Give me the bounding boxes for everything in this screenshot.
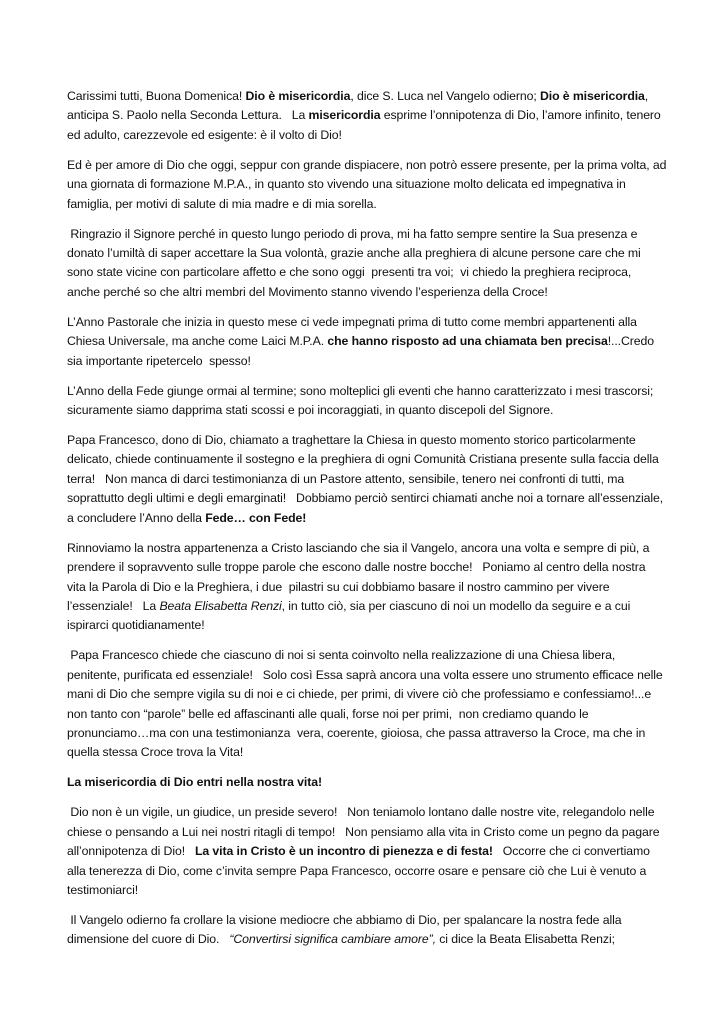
text-segment: L’Anno Pastorale che inizia in questo mese ci vede impegnati prima di tutto come membri appartenenti alla Chiesa Universale, ma anche come Laici M.P.A. [67, 314, 641, 349]
paragraph [67, 646, 667, 762]
text-segment: Papa Francesco chiede che ciascuno di noi si senta coinvolto nella realizzazione di una Chiesa libera, penitente, purificata ed essenziale! Solo così Essa saprà ancora una volta essere uno strumento efficace nelle mani di Dio che sempre vigila su di noi e ci chiede, per primi, di vivere ciò che professiamo e confessiamo!...e non tanto con “parole” belle ed affascinanti alle quali, forse noi per primi, non crediamo quando le pronunciamo…ma con una testimonianza vera, coerente, gioiosa, che passa attraverso la Croce, ma che in quella stessa Croce trova la Vita! [67, 648, 666, 760]
text-segment: , in tutto ciò, sia per ciascuno di noi un modello da seguire e a cui ispirarci quotidianamente! [67, 598, 634, 633]
text-segment: esprime l’onnipotenza di Dio, l’amore infinito, tenero ed adulto, carezzevole ed esigente: è il volto di Dio! [67, 108, 664, 142]
paragraph [67, 773, 667, 792]
text-segment: Papa Francesco, dono di Dio, chiamato a traghettare la Chiesa in questo momento storico particolarmente delicato, chiede continuamente il sostegno e la preghiera di ogni Comunità Cristiana presente sulla faccia della terra! Non manca di darci testimonianza di un Pastore attento, sensibile, tenero nei confronti di tutti, ma soprattutto degli ultimi e degli emarginati! Dobbiamo perciò sentirci chiamati anche noi a tornare all’essenziale, a concludere l’Anno della [67, 433, 667, 525]
text-segment: Dio non è un vigile, un giudice, un preside severo! Non teniamolo lontano dalle nostre vite, relegandolo nelle chiese o pensando a Lui nei nostri ritagli di tempo! Non pensiamo alla vita in Cristo come un pegno da pagare all’onnipotenza di Dio! [67, 805, 663, 859]
document-page [67, 87, 670, 960]
paragraph [67, 225, 667, 303]
text-segment: L’Anno della Fede giunge ormai al termine; sono molteplici gli eventi che hanno caratterizzato i mesi trascorsi; sicuramente siamo dapprima stati scossi e poi incoraggiati, in quanto discepoli del Signore. [67, 383, 657, 418]
text-segment: , anticipa S. Paolo nella Seconda Lettura. La [67, 89, 652, 123]
paragraph [67, 911, 667, 950]
text-segment: Carissimi tutti, Buona Domenica! [67, 89, 246, 103]
text-segment: Rinnoviamo la nostra appartenenza a Cristo lasciando che sia il Vangelo, ancora una volta e sempre di più, a prendere il sopravvento sulle troppe parole che escono dalle nostre bocche! Poniamo al centro della nostra vita la Parola di Dio e la Preghiera, i due pilastri su cui dobbiamo basare il nostro cammino per vivere l’essenziale! La [67, 540, 653, 613]
text-segment: Ringrazio il Signore perché in questo lungo periodo di prova, mi ha fatto sempre sentire la Sua presenza e donato l’umiltà di saper accettare la Sua volontà, grazie anche alla preghiera di alcune persone care che mi sono state vicine con particolare affetto e che sono oggi presenti tra voi; vi chiedo la preghiera reciproca, anche perché so che altri membri del Movimento stanno vivendo l’esperienza della Croce! [67, 226, 644, 299]
text-segment: Il Vangelo odierno fa crollare la visione mediocre che abbiamo di Dio, per spalancare la nostra fede alla dimensione del cuore di Dio. [67, 912, 625, 947]
paragraph [67, 156, 670, 214]
bold-text: La misericordia di Dio entri nella nostra vita! [67, 775, 322, 790]
text-segment: Ed è per amore di Dio che oggi, seppur con grande dispiacere, non potrò essere presente, per la prima volta, ad una giornata di formazione M.P.A., in quanto sto vivendo una situazione molto delicata ed impegnativa in famiglia, per motivi di salute di mia madre e di mia sorella. [67, 157, 670, 211]
paragraph [67, 87, 667, 145]
paragraph [67, 431, 667, 528]
text-segment: ci dice la Beata Elisabetta Renzi; [435, 932, 615, 947]
bold-text: che hanno risposto ad una chiamata ben precisa [327, 334, 608, 349]
italic-text: Beata Elisabetta Renzi [159, 598, 282, 613]
text-segment: Occorre che ci convertiamo alla tenerezza di Dio, come c’invita sempre Papa Francesco, occorre osare e pensare ciò che Lui è venuto a testimoniarci! [67, 844, 654, 897]
bold-text: misericordia [308, 108, 381, 123]
bold-text: Dio è misericordia [539, 89, 645, 103]
bold-text: Fede… con Fede! [205, 510, 307, 525]
paragraph [67, 539, 667, 636]
paragraph [67, 382, 667, 421]
paragraph [67, 313, 667, 371]
text-segment: !...Credo sia importante ripetercelo spesso! [67, 334, 658, 368]
paragraph [67, 803, 667, 900]
bold-text: La vita in Cristo è un incontro di pienezza e di festa! [194, 844, 493, 859]
bold-text: Dio è misericordia [245, 89, 351, 103]
text-segment: , dice S. Luca nel Vangelo odierno; [350, 89, 540, 103]
italic-text: “Convertirsi significa cambiare amore”, [229, 932, 436, 947]
